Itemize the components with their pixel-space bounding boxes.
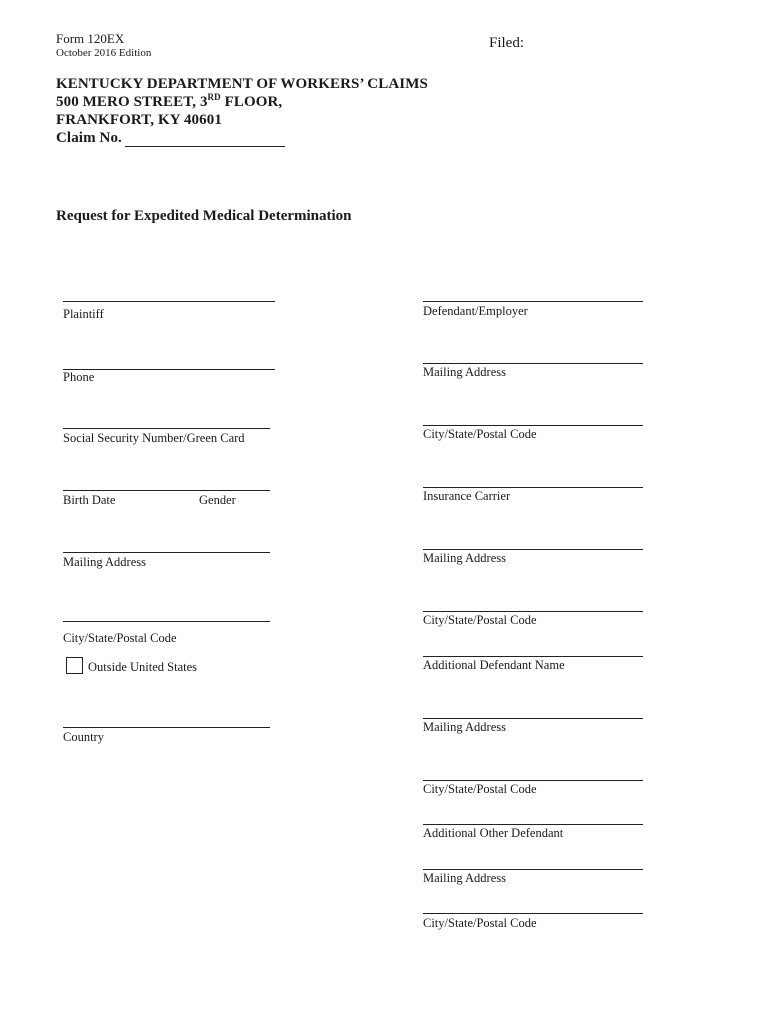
form-edition: October 2016 Edition: [56, 47, 152, 59]
city-state-field[interactable]: [63, 621, 270, 622]
country-label: Country: [63, 730, 104, 744]
form-number: Form 120EX: [56, 31, 125, 46]
additional-other-defendant-field[interactable]: [423, 824, 643, 825]
ssn-field[interactable]: [63, 428, 270, 429]
mailing-address-4-field[interactable]: [423, 869, 643, 870]
plaintiff-field[interactable]: [63, 301, 275, 302]
city-state-3-label: City/State/Postal Code: [423, 782, 537, 796]
street-ordinal: RD: [207, 92, 221, 102]
city-state-1-field[interactable]: [423, 425, 643, 426]
additional-defendant-field[interactable]: [423, 656, 643, 657]
city-state-2-label: City/State/Postal Code: [423, 613, 537, 627]
city-state-label: City/State/Postal Code: [63, 631, 177, 645]
mailing-address-2-field[interactable]: [423, 549, 643, 550]
defendant-field[interactable]: [423, 301, 643, 302]
claim-label: Claim No.: [56, 130, 122, 146]
gender-label: Gender: [199, 493, 236, 507]
insurance-carrier-field[interactable]: [423, 487, 643, 488]
agency-city: FRANKFORT, KY 40601: [56, 112, 222, 128]
city-state-4-field[interactable]: [423, 913, 643, 914]
city-state-4-label: City/State/Postal Code: [423, 916, 537, 930]
additional-other-defendant-label: Additional Other Defendant: [423, 826, 564, 840]
plaintiff-label: Plaintiff: [63, 307, 104, 321]
street-suffix: FLOOR,: [220, 94, 283, 110]
mailing-address-2-label: Mailing Address: [423, 551, 506, 565]
phone-field[interactable]: [63, 369, 275, 370]
city-state-1-label: City/State/Postal Code: [423, 427, 537, 441]
city-state-2-field[interactable]: [423, 611, 643, 612]
birth-date-gender-field[interactable]: [63, 490, 270, 491]
street-prefix: 500 MERO STREET, 3: [56, 94, 208, 110]
mailing-address-field[interactable]: [63, 552, 270, 553]
mailing-address-3-label: Mailing Address: [423, 720, 506, 734]
additional-defendant-label: Additional Defendant Name: [423, 658, 565, 672]
outside-us-checkbox[interactable]: [66, 657, 83, 674]
mailing-address-3-field[interactable]: [423, 718, 643, 719]
claim-number-row: [56, 130, 285, 147]
phone-label: Phone: [63, 370, 95, 384]
mailing-address-1-field[interactable]: [423, 363, 643, 364]
country-field[interactable]: [63, 727, 270, 728]
agency-street: [56, 94, 282, 111]
claim-number-field[interactable]: [125, 132, 285, 147]
city-state-3-field[interactable]: [423, 780, 643, 781]
outside-us-label: Outside United States: [88, 660, 198, 674]
mailing-address-4-label: Mailing Address: [423, 871, 506, 885]
defendant-label: Defendant/Employer: [423, 304, 528, 318]
mailing-address-1-label: Mailing Address: [423, 365, 506, 379]
mailing-address-label: Mailing Address: [63, 555, 146, 569]
agency-name: KENTUCKY DEPARTMENT OF WORKERS’ CLAIMS: [56, 76, 428, 92]
form-title: Request for Expedited Medical Determination: [56, 208, 352, 224]
ssn-label: Social Security Number/Green Card: [63, 431, 245, 445]
birth-date-label: Birth Date: [63, 493, 116, 507]
insurance-carrier-label: Insurance Carrier: [423, 489, 511, 503]
filed-label: Filed:: [489, 35, 525, 51]
